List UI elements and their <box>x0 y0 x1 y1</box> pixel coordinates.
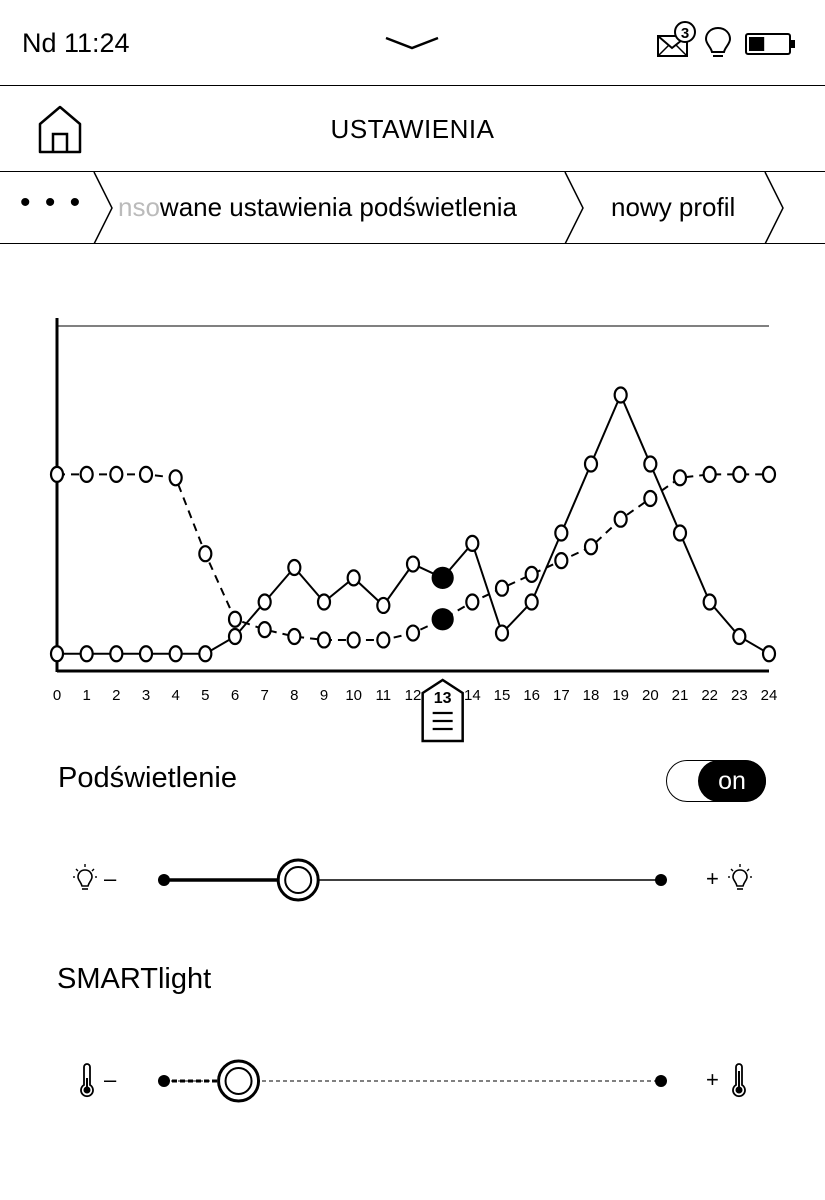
x-tick-label: 8 <box>290 687 299 704</box>
breadcrumb-item-fade: nso <box>118 192 160 222</box>
data-point[interactable] <box>288 629 300 644</box>
data-point[interactable] <box>377 598 389 613</box>
data-point[interactable] <box>259 595 271 610</box>
data-point[interactable] <box>199 646 211 661</box>
x-tick-label: 10 <box>345 687 363 704</box>
bulb-bright-icon[interactable] <box>727 864 753 894</box>
x-tick-label: 16 <box>523 687 541 704</box>
x-tick-label: 9 <box>319 687 329 704</box>
data-point[interactable] <box>674 470 686 485</box>
smartlight-label: SMARTlight <box>57 963 212 995</box>
light-schedule-chart[interactable] <box>0 300 825 750</box>
data-point[interactable] <box>763 646 775 661</box>
data-point[interactable] <box>81 467 93 482</box>
data-point[interactable] <box>348 632 360 647</box>
status-bar <box>0 0 825 86</box>
selected-hour-marker[interactable] <box>423 680 463 741</box>
mail-badge: 3 <box>680 25 690 42</box>
breadcrumb-more[interactable]: • • • <box>20 186 84 219</box>
x-tick-label: 20 <box>641 687 659 704</box>
data-point[interactable] <box>615 512 627 527</box>
data-point[interactable] <box>348 570 360 585</box>
series-line-solid <box>57 395 769 654</box>
thermometer-warm-icon[interactable] <box>729 1063 749 1099</box>
data-point[interactable] <box>674 526 686 541</box>
data-point[interactable] <box>733 629 745 644</box>
backlight-minus[interactable]: – <box>104 866 117 891</box>
breadcrumb-item-new-profile[interactable]: nowy profil <box>611 192 736 222</box>
data-point[interactable] <box>377 632 389 647</box>
backlight-toggle[interactable] <box>666 760 766 802</box>
data-point[interactable] <box>318 595 330 610</box>
breadcrumb-separator-icon <box>92 172 116 244</box>
x-tick-label: 2 <box>112 687 121 704</box>
data-point[interactable] <box>51 646 63 661</box>
data-point[interactable] <box>407 626 419 641</box>
data-point[interactable] <box>140 646 152 661</box>
x-tick-label: 0 <box>52 687 62 704</box>
bulb-icon[interactable] <box>704 26 732 60</box>
smartlight-slider[interactable] <box>0 1051 825 1111</box>
data-point[interactable] <box>733 467 745 482</box>
breadcrumb-separator-icon <box>763 172 787 244</box>
x-tick-label: 1 <box>82 687 91 704</box>
x-tick-label: 22 <box>701 687 719 704</box>
smartlight-minus[interactable]: – <box>104 1067 117 1092</box>
x-tick-label: 18 <box>582 687 600 704</box>
data-point[interactable] <box>110 467 122 482</box>
backlight-plus[interactable]: + <box>706 866 719 891</box>
backlight-slider[interactable] <box>0 850 825 910</box>
data-point[interactable] <box>170 646 182 661</box>
breadcrumb-separator-icon <box>563 172 587 244</box>
data-point[interactable] <box>318 632 330 647</box>
data-point[interactable] <box>704 595 716 610</box>
breadcrumb-item-advanced[interactable] <box>118 192 550 223</box>
data-point[interactable] <box>229 612 241 627</box>
x-tick-label: 24 <box>760 687 778 704</box>
smartlight-plus[interactable]: + <box>706 1067 719 1092</box>
data-point[interactable] <box>229 629 241 644</box>
x-tick-label: 4 <box>171 687 180 704</box>
data-point[interactable] <box>704 467 716 482</box>
backlight-track[interactable] <box>0 850 825 910</box>
data-point[interactable] <box>51 467 63 482</box>
x-tick-label: 3 <box>141 687 151 704</box>
smartlight-knob[interactable] <box>219 1061 259 1101</box>
x-tick-label: 15 <box>493 687 511 704</box>
data-point[interactable] <box>615 388 627 403</box>
smartlight-track[interactable] <box>0 1051 825 1111</box>
data-point[interactable] <box>763 467 775 482</box>
data-point[interactable] <box>644 491 656 506</box>
breadcrumb <box>0 172 825 244</box>
data-point[interactable] <box>259 622 271 637</box>
data-point[interactable] <box>407 557 419 572</box>
data-point[interactable] <box>496 626 508 641</box>
data-point[interactable] <box>170 470 182 485</box>
x-tick-label: 17 <box>552 687 570 704</box>
chevron-down-icon[interactable] <box>384 30 440 52</box>
x-tick-label: 6 <box>230 687 240 704</box>
mail-icon[interactable] <box>655 20 697 60</box>
x-tick-label: 7 <box>260 687 269 704</box>
x-tick-label: 19 <box>612 687 630 704</box>
data-point[interactable] <box>585 539 597 554</box>
selected-hour-label: 13 <box>433 690 452 707</box>
data-point[interactable] <box>433 609 453 629</box>
battery-icon <box>745 32 797 56</box>
data-point[interactable] <box>555 553 567 568</box>
data-point[interactable] <box>288 560 300 575</box>
data-point[interactable] <box>110 646 122 661</box>
header <box>0 86 825 172</box>
data-point[interactable] <box>199 546 211 561</box>
data-point[interactable] <box>433 568 453 588</box>
page-title: USTAWIENIA <box>330 114 495 144</box>
data-point[interactable] <box>526 567 538 582</box>
data-point[interactable] <box>585 457 597 472</box>
data-point[interactable] <box>140 467 152 482</box>
x-tick-label: 12 <box>404 687 422 704</box>
backlight-label: Podświetlenie <box>58 762 237 794</box>
x-tick-label: 14 <box>463 687 481 704</box>
x-tick-label: 5 <box>201 687 210 704</box>
data-point[interactable] <box>644 457 656 472</box>
x-tick-label: 11 <box>375 687 392 704</box>
data-point[interactable] <box>555 526 567 541</box>
toggle-knob: on <box>698 760 766 802</box>
data-point[interactable] <box>466 536 478 551</box>
backlight-knob[interactable] <box>278 860 318 900</box>
clock: Nd 11:24 <box>22 28 130 58</box>
x-tick-label: 23 <box>730 687 748 704</box>
data-point[interactable] <box>526 595 538 610</box>
data-point[interactable] <box>466 595 478 610</box>
data-point[interactable] <box>496 581 508 596</box>
breadcrumb-item-label: wane ustawienia podświetlenia <box>159 192 517 222</box>
data-point[interactable] <box>81 646 93 661</box>
x-tick-label: 21 <box>671 687 689 704</box>
